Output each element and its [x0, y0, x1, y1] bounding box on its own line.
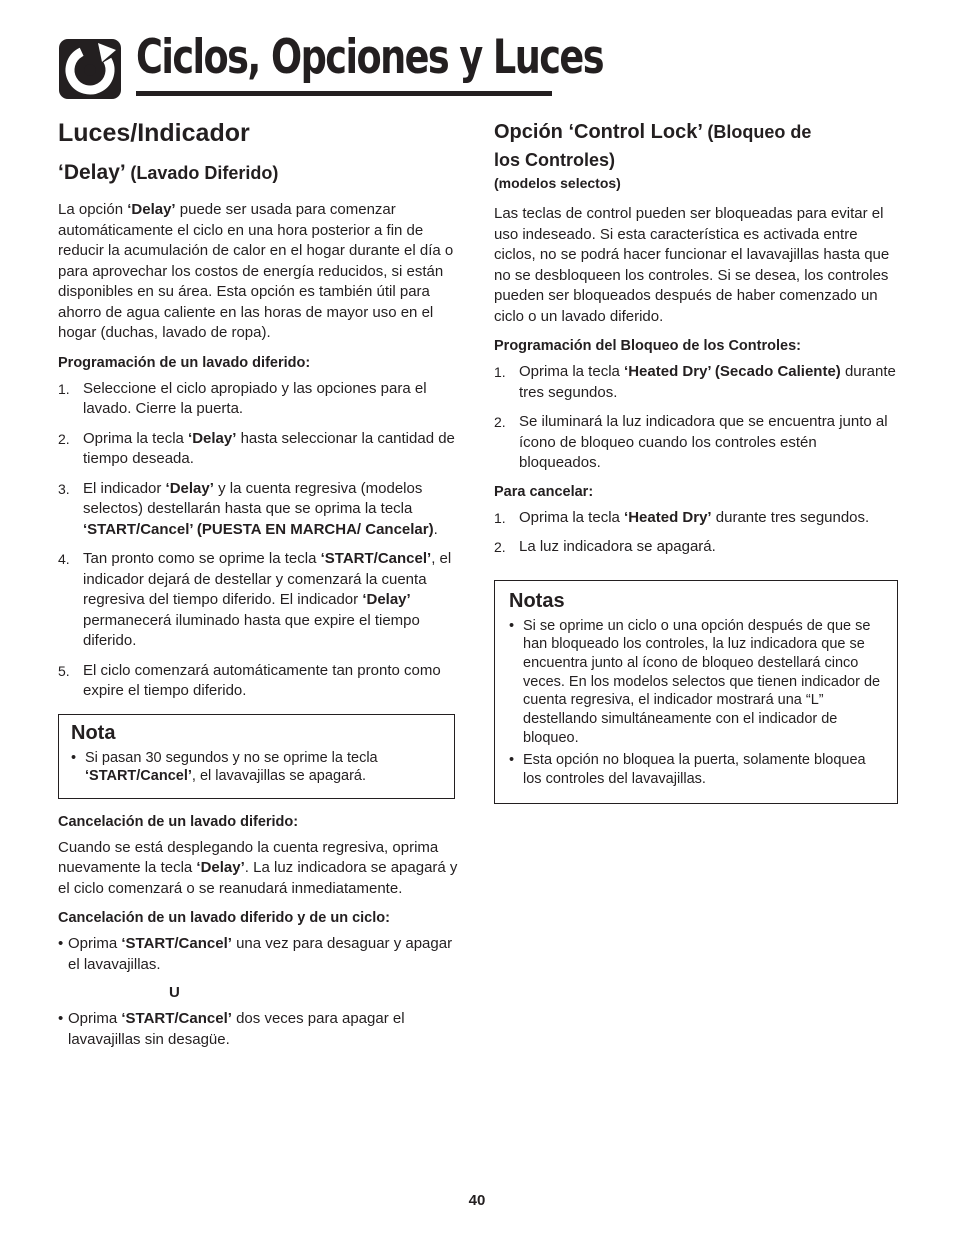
list-item: 1. Oprima la tecla ‘Heated Dry’ (Secado Caliente) durante tres segundos.	[494, 363, 896, 401]
page-title: Ciclos, Opciones y Luces	[136, 30, 604, 85]
cancel-bullets-2	[58, 1009, 458, 1050]
title-underline	[136, 91, 552, 96]
cancel-delay-label: Cancelación de un lavado diferido:	[58, 813, 299, 830]
delay-heading-paren: (Lavado Diferido)	[130, 163, 279, 183]
note-list	[71, 749, 442, 786]
note-box	[58, 714, 455, 799]
lock-cancel-steps	[494, 508, 898, 558]
key-delay: ‘Delay’	[127, 201, 176, 218]
cycle-arrow-icon	[58, 38, 122, 100]
notes-list	[509, 617, 883, 789]
list-item: 1. Seleccione el ciclo apropiado y las opciones para el lavado. Cierre la puerta.	[58, 379, 427, 417]
control-lock-heading: Opción ‘Control Lock’ (Bloqueo de los Controles)	[494, 121, 812, 170]
cancel-delay-text: Cuando se está desplegando la cuenta regresiva, oprima nuevamente la tecla ‘Delay’. La luz indicadora se apagará y el ciclo comenzará o se reanudará inmediatamente.	[58, 838, 458, 897]
note-title: Nota	[71, 721, 116, 744]
cancel-bullets	[58, 934, 458, 975]
list-item: 4. Tan pronto como se oprime la tecla ‘START/Cancel’, el indicador dejará de destellar y comenzará la cuenta regresiva del tiempo diferido. El indicador ‘Delay’ permanecerá iluminado hasta que expire el tiempo diferido.	[58, 550, 452, 649]
list-item: 5. El ciclo comenzará automáticamente tan pronto como expire el tiempo diferido.	[58, 661, 441, 699]
control-lock-intro: Las teclas de control pueden ser bloqueadas para evitar el uso indeseado. Si esta característica es activada entre ciclos, no se podrá hacer funcionar el lavavajillas hasta que no se desbloqueen los controles. Si se desea, los controles pueden ser bloqueados después de haber comenzado un ciclo o un lavado diferido.	[494, 205, 890, 325]
notes-box	[494, 580, 898, 804]
models-note: (modelos selectos)	[494, 175, 621, 191]
lock-steps-list	[494, 362, 898, 474]
cancel-delay-cycle-label: Cancelación de un lavado diferido y de un ciclo:	[58, 910, 390, 927]
lock-programming-label: Programación del Bloqueo de los Controles:	[494, 338, 801, 354]
delay-programming-label: Programación de un lavado diferido:	[58, 354, 311, 371]
list-item: • Si se oprime un ciclo o una opción después de que se han bloqueado los controles, la luz indicadora que se encuentra junto al ícono de bloqueo destellará cinco veces. En los modelos selectos que tienen indicador de cuenta regresiva, el indicador mostrará una “L” destellando simultáneamente con el indicador de bloqueo.	[509, 617, 881, 746]
list-item: 2. Oprima la tecla ‘Delay’ hasta seleccionar la cantidad de tiempo deseada.	[58, 429, 455, 467]
stray-letter: U	[169, 984, 180, 1002]
list-item: 2. La luz indicadora se apagará.	[494, 538, 716, 555]
delay-heading	[58, 160, 458, 186]
delay-heading-bold: ‘Delay’	[58, 161, 125, 184]
page-number: 40	[468, 1192, 486, 1209]
left-column	[58, 118, 458, 1058]
list-item: • Esta opción no bloquea la puerta, solamente bloquea los controles del lavavajillas.	[509, 752, 866, 788]
delay-steps-list	[58, 379, 458, 702]
list-item: • Oprima ‘START/Cancel’ dos veces para apagar el lavavajillas sin desagüe.	[58, 1010, 405, 1048]
list-item: 3. El indicador ‘Delay’ y la cuenta regresiva (modelos selectos) destellarán hasta que se oprima la tecla ‘START/Cancel’ (PUESTA EN MARCHA/ Cancelar).	[58, 479, 438, 538]
notes-title: Notas	[509, 589, 565, 612]
control-lock-heading-bold: Opción ‘Control Lock’	[494, 121, 702, 143]
section-heading-lights: Luces/Indicador	[58, 119, 250, 147]
right-column	[494, 118, 898, 804]
lock-cancel-label: Para cancelar:	[494, 483, 594, 500]
list-item: 1. Oprima la tecla ‘Heated Dry’ durante tres segundos.	[494, 508, 870, 526]
delay-intro: La opción ‘Delay’ puede ser usada para comenzar automáticamente el ciclo en una hora posterior a fin de reducir la acumulación de calor en el hogar durante el día o para aprovechar los costos de energía reducidos, si están disponibles en su área. Esta opción es también útil para ahorro de agua caliente en las horas de mayor uso en el hogar (duchas, lavado de ropa).	[58, 201, 454, 341]
list-item: • Oprima ‘START/Cancel’ una vez para desaguar y apagar el lavavajillas.	[58, 935, 453, 973]
list-item: 2. Se iluminará la luz indicadora que se encuentra junto al ícono de bloqueo cuando los controles estén bloqueados.	[494, 413, 888, 471]
list-item: • Si pasan 30 segundos y no se oprime la tecla ‘START/Cancel’, el lavavajillas se apagará.	[71, 749, 378, 785]
